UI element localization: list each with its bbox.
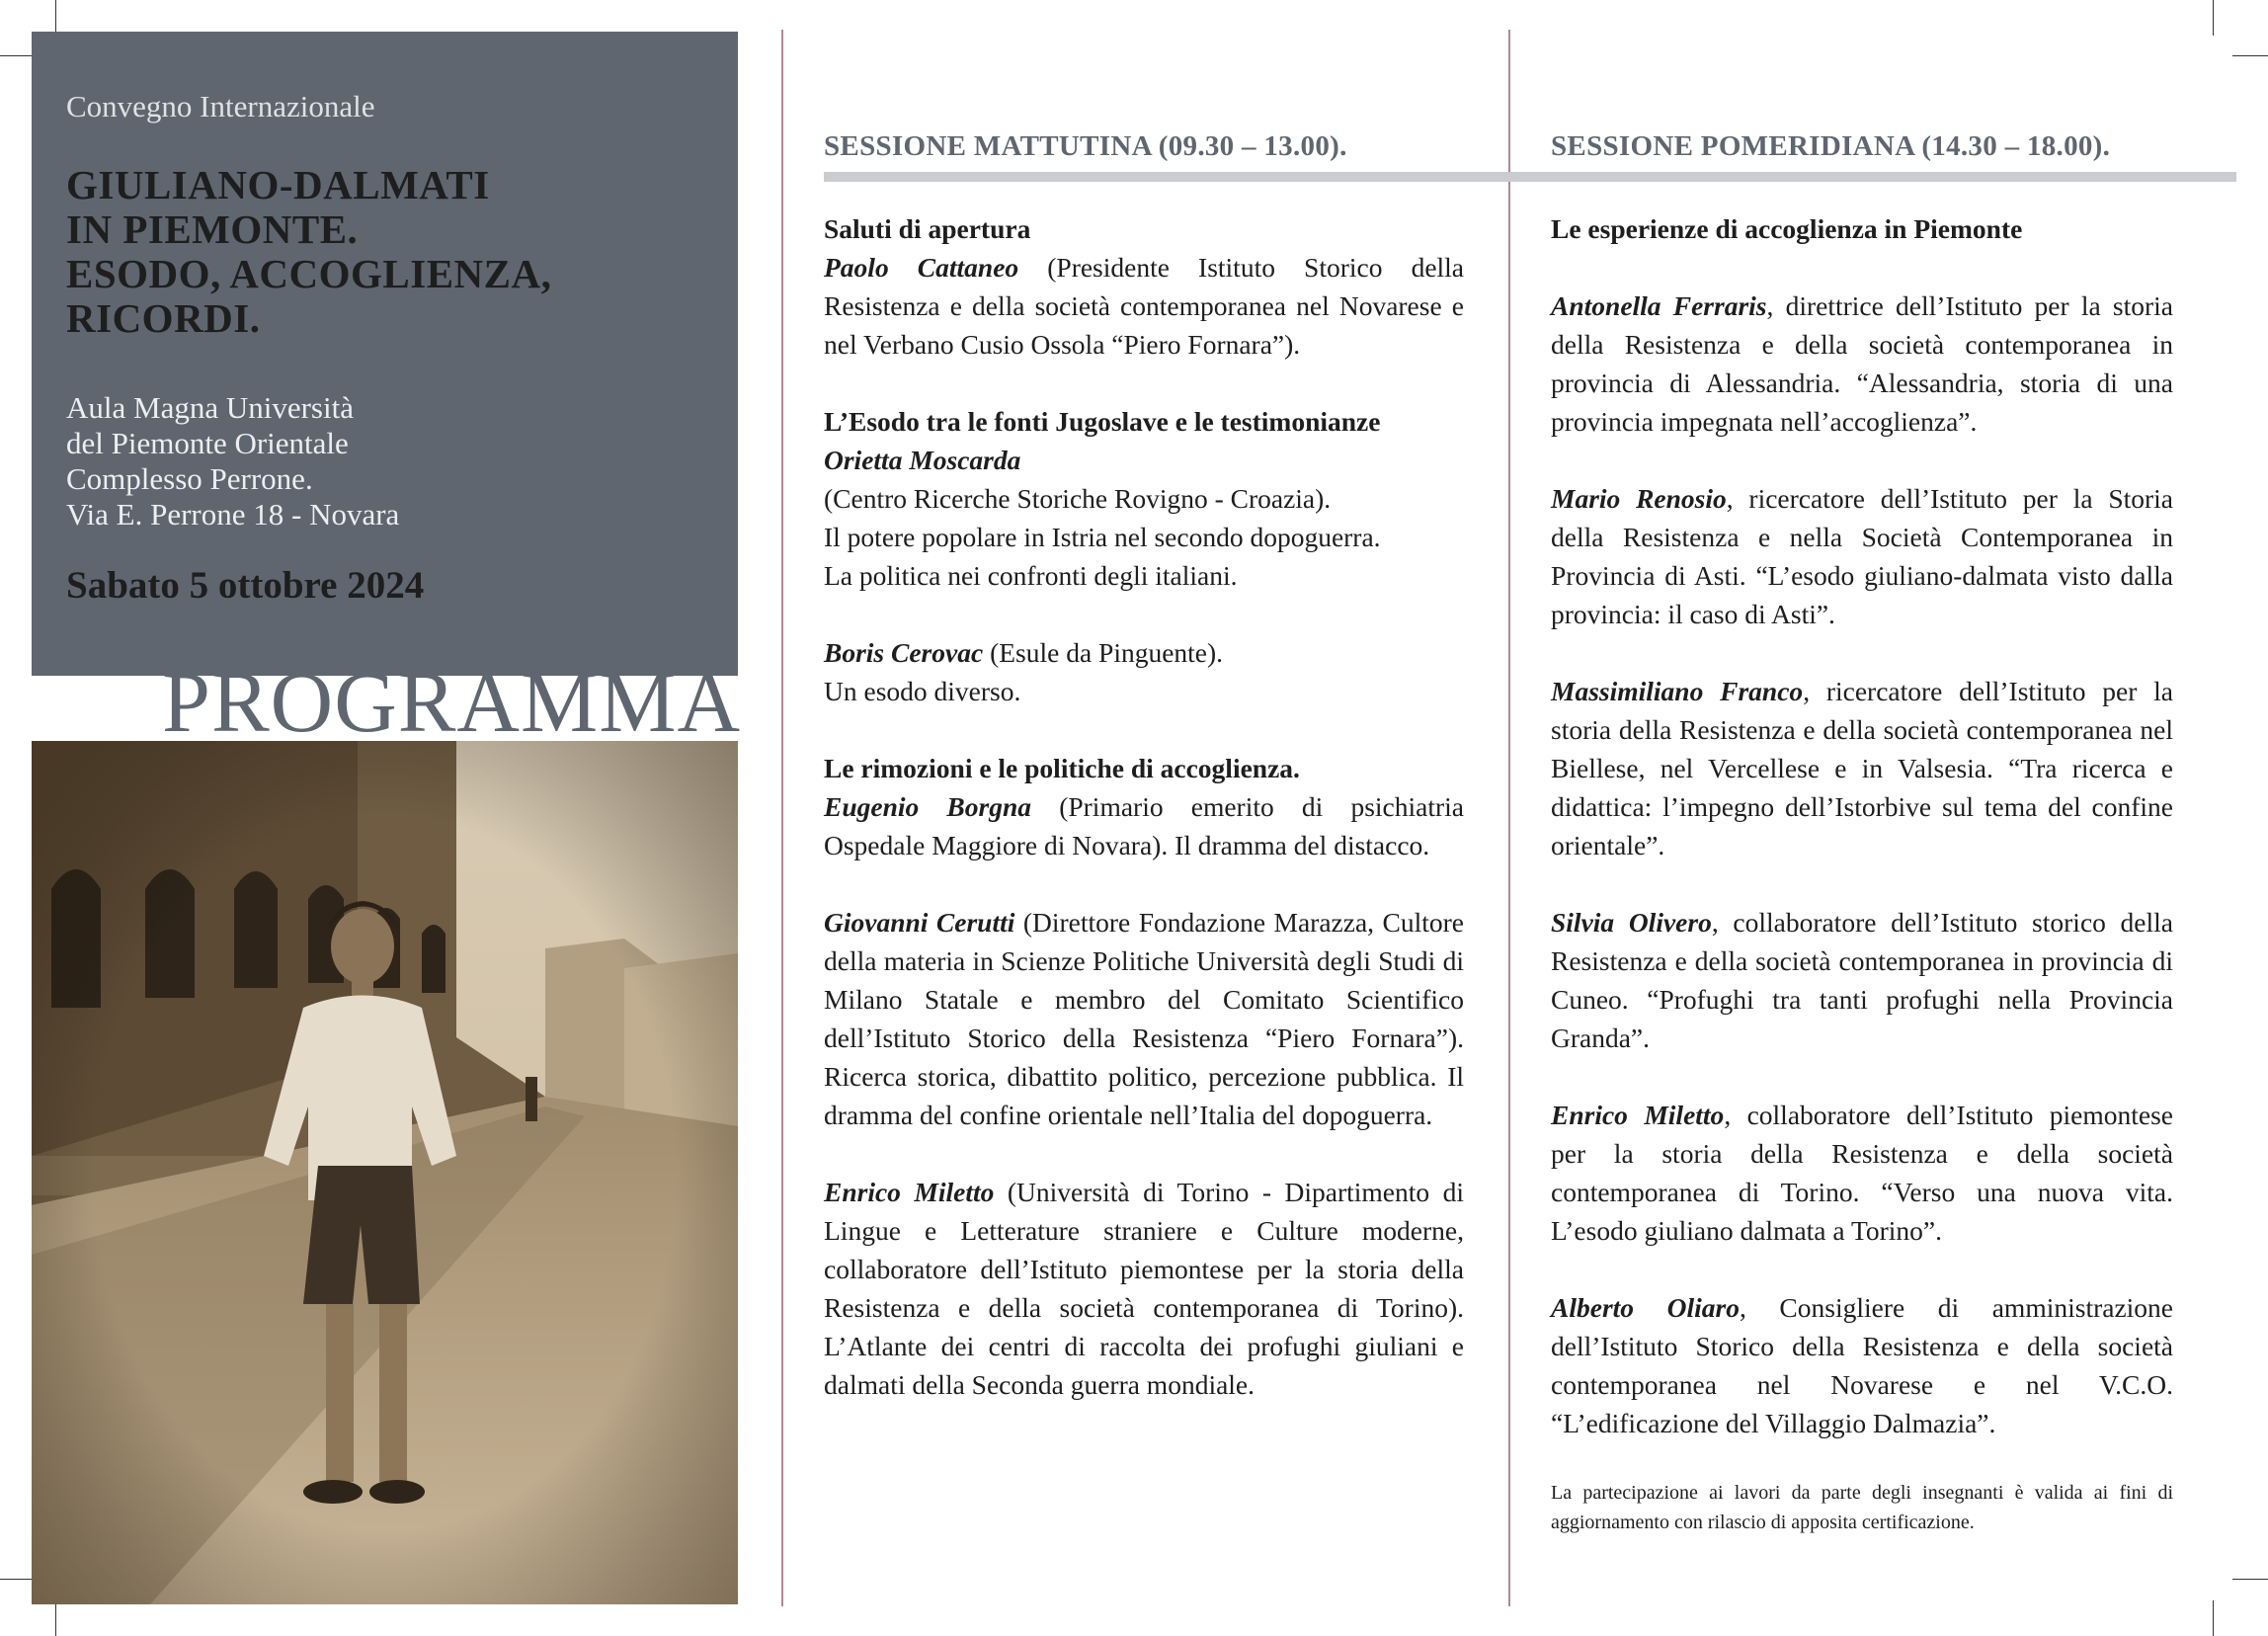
afternoon-session xyxy=(1551,209,2173,1481)
venue-line: Complesso Perrone. xyxy=(66,461,313,496)
speaker-name: Massimiliano Franco xyxy=(1551,676,1804,706)
speaker-name: Mario Renosio xyxy=(1551,483,1727,514)
crop-mark xyxy=(55,1600,56,1636)
talk-text: (Università di Torino - Dipartimento di Lingue e Letterature straniere e Culture moderne, collaboratore dell’Istituto piemontese per la storia della Resistenza e della società contemporanea di Torino). L’Atlante dei centri di raccolta dei profughi giuliani e dalmati della Seconda guerra mondiale. xyxy=(824,1177,1464,1400)
crop-mark xyxy=(2232,55,2268,56)
talk-block xyxy=(824,903,1464,1134)
venue-line: Aula Magna Università xyxy=(66,390,354,425)
talk-text: (Primario emerito di psichiatria Ospedale Maggiore di Novara). Il dramma del distacco. xyxy=(824,791,1464,860)
venue-line: del Piemonte Orientale xyxy=(66,426,349,460)
event-date: Sabato 5 ottobre 2024 xyxy=(66,564,425,607)
talk-block xyxy=(824,749,1464,864)
crop-mark xyxy=(0,55,36,56)
talk-text: (Esule da Pinguente). xyxy=(983,637,1224,668)
talk-text: , collaboratore dell’Istituto storico della Resistenza e della società contemporanea in provincia di Cuneo. “Profughi tra tanti profughi nella Provincia Granda”. xyxy=(1551,907,2173,1053)
crop-mark xyxy=(55,0,56,36)
talk-text: Il potere popolare in Istria nel secondo dopoguerra. xyxy=(824,522,1381,552)
talk-block xyxy=(824,402,1464,595)
title-line: GIULIANO-DALMATI xyxy=(66,162,490,207)
section-heading: Le esperienze di accoglienza in Piemonte xyxy=(1551,213,2023,244)
talk-text: (Presidente Istituto Storico della Resistenza e della società contemporanea nel Novarese e nel Verbano Cusio Ossola “Piero Fornara”). xyxy=(824,252,1465,360)
talk-block xyxy=(824,209,1464,364)
speaker-name: Enrico Miletto xyxy=(1551,1100,1725,1130)
speaker-name: Antonella Ferraris xyxy=(1551,290,1767,321)
talk-text: Un esodo diverso. xyxy=(824,676,1021,706)
talk-block xyxy=(1551,1096,2173,1250)
venue-line: Via E. Perrone 18 - Novara xyxy=(66,497,400,532)
talk-text: , collaboratore dell’Istituto piemontese per la storia della Resistenza e della società contemporanea di Torino. “Verso una nuova vita. L’esodo giuliano dalmata a Torino”. xyxy=(1551,1100,2173,1246)
speaker-name: Giovanni Cerutti xyxy=(824,907,1015,938)
conference-title xyxy=(66,163,551,341)
fold-line xyxy=(781,30,783,1606)
title-line: RICORDI. xyxy=(66,295,261,341)
crop-mark xyxy=(2213,0,2214,36)
conference-kicker: Convegno Internazionale xyxy=(66,89,375,123)
venue xyxy=(66,390,399,532)
speaker-name: Silvia Olivero xyxy=(1551,907,1712,938)
speaker-name: Paolo Cattaneo xyxy=(824,252,1019,283)
speaker-name: Alberto Oliaro xyxy=(1551,1292,1740,1323)
section-heading-block xyxy=(1551,209,2173,248)
talk-text: , Consigliere di amministrazione dell’Istituto Storico della Resistenza e della società contemporanea nel Novarese e nel V.C.O. “L’edificazione del Villaggio Dalmazia”. xyxy=(1551,1292,2174,1438)
vintage-photo xyxy=(32,741,738,1604)
speaker-name: Enrico Miletto xyxy=(824,1177,995,1207)
crop-mark xyxy=(0,1579,36,1580)
talk-text: , direttrice dell’Istituto per la storia della Resistenza e della società contemporanea in provincia di Alessandria. “Alessandria, storia di una provincia impegnata nell’accoglienza”. xyxy=(1551,290,2173,437)
talk-block xyxy=(1551,672,2173,864)
crop-mark xyxy=(2232,1579,2268,1580)
speaker-name: Orietta Moscarda xyxy=(824,445,1021,475)
talk-block xyxy=(824,1173,1464,1404)
talk-block xyxy=(1551,286,2173,441)
title-line: ESODO, ACCOGLIENZA, xyxy=(66,251,552,296)
title-line: IN PIEMONTE. xyxy=(66,206,359,252)
certification-note: La partecipazione ai lavori da parte degli insegnanti è valida ai fini di aggiornamento con rilascio di apposita certificazione. xyxy=(1551,1482,2173,1533)
speaker-name: Boris Cerovac xyxy=(824,637,984,668)
morning-session xyxy=(824,209,1464,1442)
talk-block xyxy=(824,633,1464,710)
section-heading: Le rimozioni e le politiche di accoglienza. xyxy=(824,753,1300,783)
section-heading: L’Esodo tra le fonti Jugoslave e le testimonianze xyxy=(824,406,1381,437)
talk-block xyxy=(1551,1288,2173,1442)
afternoon-session-heading: SESSIONE POMERIDIANA (14.30 – 18.00). xyxy=(1551,130,2111,162)
talk-block xyxy=(1551,903,2173,1057)
talk-text: La politica nei confronti degli italiani. xyxy=(824,560,1238,591)
talk-text: , ricercatore dell’Istituto per la storia della Resistenza e della società contemporanea nel Biellese, nel Vercellese e in Valsesia. “Tra ricerca e didattica: l’impegno dell’Istorbive sul tema del confine orientale”. xyxy=(1551,676,2173,860)
talk-text: (Direttore Fondazione Marazza, Cultore della materia in Scienze Politiche Università degli Studi di Milano Statale e membro del Comitato Scientifico dell’Istituto Storico della Resistenza “Piero Fornara”). Ricerca storica, dibattito politico, percezione pubblica. Il dramma del confine orientale nell’Italia del dopoguerra. xyxy=(824,907,1464,1130)
talk-block xyxy=(1551,479,2173,633)
section-heading: Saluti di apertura xyxy=(824,213,1031,244)
crop-mark xyxy=(2213,1600,2214,1636)
morning-session-heading: SESSIONE MATTUTINA (09.30 – 13.00). xyxy=(824,130,1347,162)
fold-line xyxy=(1508,30,1510,1606)
talk-text: , ricercatore dell’Istituto per la Storia della Resistenza e nella Società Contemporanea in Provincia di Asti. “L’esodo giuliano-dalmata visto dalla provincia: il caso di Asti”. xyxy=(1551,483,2174,629)
heading-rule xyxy=(824,172,2236,182)
programma-heading: PROGRAMMA xyxy=(162,655,742,751)
talk-text: (Centro Ricerche Storiche Rovigno - Croazia). xyxy=(824,483,1332,514)
speaker-name: Eugenio Borgna xyxy=(824,791,1032,822)
